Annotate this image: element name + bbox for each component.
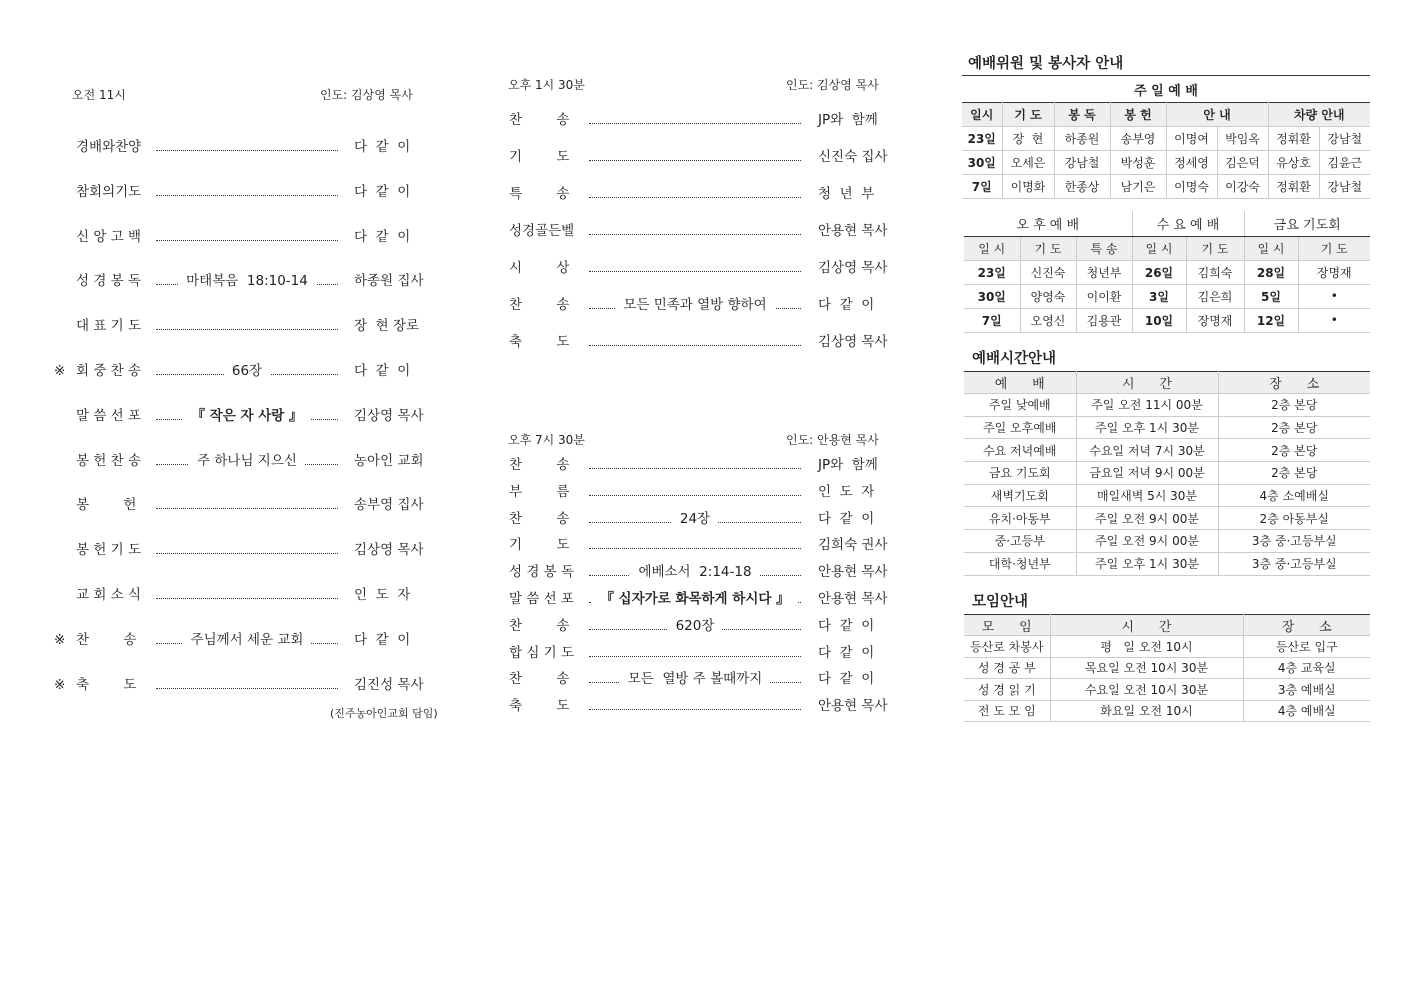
- table-cell: 7일: [962, 175, 1002, 199]
- order-label: 회 중 찬 송: [76, 363, 142, 379]
- order-item: [54, 361, 446, 381]
- order-detail-wrap: [589, 589, 801, 609]
- dot-leader: [589, 656, 801, 657]
- table-cell: 송부영: [1110, 127, 1166, 151]
- order-item: [509, 147, 899, 167]
- schedule-title: 예배시간안내: [972, 351, 1057, 367]
- meetings-table: [964, 614, 1370, 722]
- order-item: [509, 669, 899, 689]
- table-cell: 4층 소예배실: [1218, 484, 1370, 507]
- order-person: 다 같 이: [354, 631, 411, 648]
- table-cell: 예 배: [964, 372, 1076, 394]
- order-person: 김진성 목사: [354, 676, 424, 693]
- order-label: 말 씀 선 포: [509, 591, 575, 607]
- sunday-header-guide: 안 내: [1166, 103, 1268, 127]
- table-cell: 26일: [1132, 260, 1186, 284]
- sunday-header-date: 일시: [962, 103, 1002, 127]
- order-person: 다 같 이: [818, 644, 875, 661]
- order-item: [54, 630, 446, 650]
- order-label: 특 송: [509, 186, 570, 202]
- schedule-body: [964, 394, 1370, 576]
- table-cell: 강남철: [1319, 127, 1370, 151]
- table-cell: 28일: [1244, 260, 1298, 284]
- order-person: 다 같 이: [354, 363, 411, 379]
- table-cell: 주일 낮예배: [964, 394, 1076, 417]
- order-person: JP와 함께: [818, 112, 878, 128]
- order-item: [76, 227, 446, 247]
- meetings-body: [964, 636, 1370, 722]
- sunday-table: [962, 102, 1370, 199]
- table-cell: 장 소: [1243, 615, 1370, 636]
- dot-leader: [589, 709, 801, 710]
- order-detail: 『 십자가로 화목하게 하시다 』: [592, 591, 797, 607]
- order-label: 찬 송: [509, 510, 570, 527]
- order-label: 기 도: [509, 537, 570, 554]
- order-detail-wrap: [589, 562, 801, 582]
- order-detail: 에베소서 2:14-18: [630, 564, 759, 580]
- table-cell: 모 임: [964, 615, 1050, 636]
- table-cell: 23일: [962, 127, 1002, 151]
- order-item: [509, 455, 899, 475]
- table-cell: •: [1298, 284, 1370, 308]
- order-person: 인 도 자: [354, 587, 411, 603]
- order-detail-wrap: [156, 361, 338, 381]
- order-item: [509, 616, 899, 636]
- table-cell: 기 도: [1298, 236, 1370, 260]
- table-cell: 특 송: [1076, 236, 1132, 260]
- table-cell: 신진숙: [1020, 260, 1076, 284]
- table-row: [964, 260, 1370, 284]
- table-cell: 2층 본당: [1218, 416, 1370, 439]
- table-cell: 김용관: [1076, 308, 1132, 332]
- order-detail: 마태복음 18:10-14: [178, 273, 316, 289]
- order-person: 다 같 이: [354, 183, 411, 200]
- table-cell: 이명여: [1166, 127, 1217, 151]
- table-row: [964, 284, 1370, 308]
- asterisk-mark: ※: [54, 631, 66, 648]
- order-item: [76, 271, 446, 291]
- dot-leader: [156, 240, 338, 241]
- order-detail: 모든 민족과 열방 향하여: [615, 297, 774, 313]
- wednesday-worship-title: 수 요 예 배: [1132, 211, 1244, 236]
- table-row: [964, 416, 1370, 439]
- sunday-header-vehicle: 차량 안내: [1268, 103, 1370, 127]
- order-item: [509, 110, 899, 130]
- order-item: [76, 182, 446, 202]
- order-item: [509, 535, 899, 555]
- sunday-header-reading: 봉 독: [1054, 103, 1110, 127]
- order-person: 김상영 목사: [818, 334, 888, 350]
- order-label: 신 앙 고 백: [76, 228, 142, 245]
- table-cell: 박성훈: [1110, 151, 1166, 175]
- order-label: 찬 송: [509, 617, 570, 634]
- table-cell: 강남철: [1319, 175, 1370, 199]
- order-detail: 24장: [672, 511, 718, 527]
- meetings-title: 모임안내: [972, 594, 1029, 610]
- order-person: 김상영 목사: [818, 260, 888, 276]
- table-cell: •: [1298, 308, 1370, 332]
- order-person: 김상영 목사: [354, 542, 424, 559]
- order-person: 다 같 이: [818, 297, 875, 313]
- order-item: [54, 675, 446, 695]
- dot-leader: [156, 508, 338, 509]
- order-detail-wrap: [156, 630, 338, 650]
- order-label: 시 상: [509, 260, 570, 276]
- table-cell: 23일: [964, 260, 1020, 284]
- servants-title: 예배위원 및 봉사자 안내: [968, 56, 1124, 72]
- table-cell: 등산로 차봉사: [964, 636, 1050, 658]
- table-cell: 남기은: [1110, 175, 1166, 199]
- table-row: [962, 151, 1370, 175]
- table-cell: 기 도: [1020, 236, 1076, 260]
- table-cell: 김은희: [1186, 284, 1244, 308]
- dot-leader: [156, 329, 338, 330]
- order-label: 성 경 봉 독: [509, 564, 575, 581]
- table-row: [964, 507, 1370, 530]
- order-person: 다 같 이: [818, 671, 875, 688]
- order-item: [76, 495, 446, 515]
- order-label: 찬 송: [509, 112, 570, 128]
- order-person: 하종원 집사: [354, 273, 424, 290]
- order-label: 부 름: [509, 483, 570, 500]
- table-cell: 이명숙: [1166, 175, 1217, 199]
- table-cell: 장 소: [1218, 372, 1370, 394]
- order-label: 합 심 기 도: [509, 644, 575, 661]
- table-cell: 4층 예배실: [1243, 700, 1370, 722]
- afternoon-worship-title: 오 후 예 배: [964, 211, 1132, 236]
- table-row: [964, 679, 1370, 701]
- table-cell: 금요 기도회: [964, 462, 1076, 485]
- dot-leader: [589, 197, 801, 198]
- table-row: [964, 700, 1370, 722]
- dot-leader: [589, 271, 801, 272]
- table-cell: 3층 예배실: [1243, 679, 1370, 701]
- table-cell: 10일: [1132, 308, 1186, 332]
- order-detail-wrap: [156, 271, 338, 291]
- schedule-header-row: [964, 372, 1370, 394]
- order-detail-wrap: [589, 509, 801, 529]
- order-item: [509, 482, 899, 502]
- dot-leader: [156, 553, 338, 554]
- order-item: [509, 295, 899, 315]
- order-person: 김상영 목사: [354, 407, 424, 424]
- table-cell: 전 도 모 임: [964, 700, 1050, 722]
- group-table: [964, 211, 1370, 333]
- sunday-header-prayer: 기 도: [1002, 103, 1054, 127]
- table-cell: 2층 아동부실: [1218, 507, 1370, 530]
- table-row: [964, 657, 1370, 679]
- table-cell: 수요 저녁예배: [964, 439, 1076, 462]
- order-person: 다 같 이: [354, 228, 411, 245]
- table-cell: 매일새벽 5시 30분: [1076, 484, 1218, 507]
- morning-note: (진주농아인교회 담임): [330, 707, 438, 720]
- table-cell: 3일: [1132, 284, 1186, 308]
- table-cell: 4층 교육실: [1243, 657, 1370, 679]
- table-cell: 금요일 저녁 9시 00분: [1076, 462, 1218, 485]
- order-label: 성경골든벨: [509, 223, 575, 239]
- order-person: 다 같 이: [818, 617, 875, 634]
- order-detail-wrap: [156, 406, 338, 426]
- table-cell: 강남철: [1054, 151, 1110, 175]
- table-cell: 시 간: [1050, 615, 1243, 636]
- table-cell: 주일 오전 9시 00분: [1076, 507, 1218, 530]
- table-cell: 3층 중·고등부실: [1218, 552, 1370, 575]
- order-person: 김희숙 권사: [818, 537, 888, 554]
- table-row: [964, 394, 1370, 417]
- order-label: 경배와찬양: [76, 139, 142, 155]
- table-cell: 성 경 읽 기: [964, 679, 1050, 701]
- order-person: 다 같 이: [354, 139, 411, 155]
- table-cell: 장명재: [1298, 260, 1370, 284]
- table-cell: 수요일 저녁 7시 30분: [1076, 439, 1218, 462]
- table-row: [964, 636, 1370, 658]
- table-cell: 주일 오후예배: [964, 416, 1076, 439]
- table-cell: 정세영: [1166, 151, 1217, 175]
- group-body: [964, 260, 1370, 332]
- table-row: [964, 552, 1370, 575]
- table-cell: 이명화: [1002, 175, 1054, 199]
- order-person: 송부영 집사: [354, 497, 424, 514]
- dot-leader: [156, 150, 338, 151]
- table-row: [962, 175, 1370, 199]
- order-label: 대 표 기 도: [76, 318, 142, 335]
- table-cell: 중·고등부: [964, 530, 1076, 553]
- order-item: [76, 540, 446, 560]
- table-cell: 하종원: [1054, 127, 1110, 151]
- order-label: 성 경 봉 독: [76, 273, 142, 290]
- order-label: 봉 헌 기 도: [76, 542, 142, 559]
- order-label: 축 도: [76, 676, 137, 693]
- dot-leader: [156, 598, 338, 599]
- order-label: 축 도: [509, 698, 570, 715]
- sunday-header-offering: 봉 헌: [1110, 103, 1166, 127]
- table-cell: 화요일 오전 10시: [1050, 700, 1243, 722]
- order-label: 찬 송: [509, 671, 570, 688]
- order-person: 안용현 목사: [818, 698, 888, 715]
- table-cell: 2층 본당: [1218, 462, 1370, 485]
- table-cell: 목요일 오전 10시 30분: [1050, 657, 1243, 679]
- evening-time: 오후 7시 30분: [508, 433, 585, 447]
- table-cell: 12일: [1244, 308, 1298, 332]
- dot-leader: [589, 123, 801, 124]
- order-detail-wrap: [156, 451, 338, 471]
- afternoon-time: 오후 1시 30분: [508, 78, 585, 92]
- order-item: [509, 562, 899, 582]
- table-cell: 주일 오전 9시 00분: [1076, 530, 1218, 553]
- table-cell: 양영숙: [1020, 284, 1076, 308]
- table-cell: 오세은: [1002, 151, 1054, 175]
- order-detail-wrap: [589, 669, 801, 689]
- table-row: [964, 484, 1370, 507]
- table-row: [962, 127, 1370, 151]
- table-cell: 등산로 입구: [1243, 636, 1370, 658]
- asterisk-mark: ※: [54, 363, 66, 379]
- table-cell: 이강숙: [1217, 175, 1268, 199]
- table-cell: 정휘환: [1268, 175, 1319, 199]
- table-cell: 장 현: [1002, 127, 1054, 151]
- group-title-row: [964, 211, 1370, 236]
- table-cell: 일 시: [1244, 236, 1298, 260]
- dot-leader: [589, 548, 801, 549]
- table-cell: 장명재: [1186, 308, 1244, 332]
- order-label: 말 씀 선 포: [76, 407, 142, 424]
- table-cell: 2층 본당: [1218, 394, 1370, 417]
- order-person: 청 년 부: [818, 186, 875, 202]
- table-cell: 김은덕: [1217, 151, 1268, 175]
- dot-leader: [589, 160, 801, 161]
- order-item: [509, 184, 899, 204]
- dot-leader: [589, 468, 801, 469]
- table-cell: 박임옥: [1217, 127, 1268, 151]
- order-person: 인 도 자: [818, 483, 875, 500]
- order-detail: 모든 열방 주 볼때까지: [620, 671, 771, 687]
- order-item: [509, 589, 899, 609]
- evening-leader: 인도: 안용현 목사: [786, 433, 879, 447]
- friday-prayer-title: 금요 기도회: [1244, 211, 1370, 236]
- order-label: 봉 헌: [76, 497, 137, 514]
- table-cell: 김윤근: [1319, 151, 1370, 175]
- order-person: 안용현 목사: [818, 564, 888, 581]
- table-cell: 주일 오전 11시 00분: [1076, 394, 1218, 417]
- table-cell: 한종상: [1054, 175, 1110, 199]
- order-person: 장 현 장로: [354, 318, 420, 335]
- table-cell: 평 일 오전 10시: [1050, 636, 1243, 658]
- order-person: 안용현 목사: [818, 591, 888, 607]
- order-label: 찬 송: [509, 457, 570, 473]
- table-cell: 30일: [962, 151, 1002, 175]
- order-item: [76, 137, 446, 157]
- table-cell: 3층 중·고등부실: [1218, 530, 1370, 553]
- table-row: [964, 308, 1370, 332]
- table-row: [964, 462, 1370, 485]
- order-detail-wrap: [589, 616, 801, 636]
- order-label: 찬 송: [76, 631, 137, 648]
- servants-divider: [962, 75, 1370, 76]
- order-detail: 620장: [668, 618, 723, 634]
- table-cell: 주일 오후 1시 30분: [1076, 416, 1218, 439]
- order-label: 참회의기도: [76, 183, 142, 200]
- table-cell: 시 간: [1076, 372, 1218, 394]
- order-person: 신진숙 집사: [818, 149, 888, 165]
- order-item: [76, 406, 446, 426]
- sunday-title: 주 일 예 배: [1134, 84, 1198, 99]
- order-label: 기 도: [509, 149, 570, 165]
- order-detail: 주님께서 세운 교회: [183, 632, 312, 648]
- order-item: [509, 696, 899, 716]
- order-person: 다 같 이: [818, 510, 875, 527]
- table-cell: 일 시: [964, 236, 1020, 260]
- afternoon-leader: 인도: 김상영 목사: [786, 78, 879, 92]
- table-cell: 5일: [1244, 284, 1298, 308]
- table-cell: 유상호: [1268, 151, 1319, 175]
- table-cell: 기 도: [1186, 236, 1244, 260]
- table-row: [964, 439, 1370, 462]
- order-item: [76, 451, 446, 471]
- dot-leader: [156, 688, 338, 689]
- order-detail: 주 하나님 지으신: [189, 453, 305, 469]
- order-label: 봉 헌 찬 송: [76, 452, 142, 469]
- table-cell: 유치·아동부: [964, 507, 1076, 530]
- order-label: 교 회 소 식: [76, 587, 142, 603]
- group-header-row: [964, 236, 1370, 260]
- order-item: [509, 643, 899, 663]
- dot-leader: [589, 495, 801, 496]
- table-cell: 수요일 오전 10시 30분: [1050, 679, 1243, 701]
- table-cell: 정휘환: [1268, 127, 1319, 151]
- sunday-body: [962, 127, 1370, 199]
- order-detail-wrap: [589, 295, 801, 315]
- order-detail: 66장: [224, 363, 270, 379]
- order-item: [76, 585, 446, 605]
- order-label: 찬 송: [509, 297, 570, 313]
- sunday-header-row: [962, 103, 1370, 127]
- order-item: [509, 258, 899, 278]
- table-cell: 주일 오후 1시 30분: [1076, 552, 1218, 575]
- table-cell: 새벽기도회: [964, 484, 1076, 507]
- schedule-table: [964, 371, 1370, 576]
- meetings-header-row: [964, 615, 1370, 636]
- order-item: [509, 221, 899, 241]
- asterisk-mark: ※: [54, 676, 66, 693]
- dot-leader: [589, 234, 801, 235]
- dot-leader: [589, 345, 801, 346]
- table-cell: 이이환: [1076, 284, 1132, 308]
- table-cell: 2층 본당: [1218, 439, 1370, 462]
- order-person: JP와 함께: [818, 457, 878, 473]
- order-item: [76, 316, 446, 336]
- table-cell: 김희숙: [1186, 260, 1244, 284]
- morning-time: 오전 11시: [72, 88, 126, 102]
- order-label: 축 도: [509, 334, 570, 350]
- morning-leader: 인도: 김상영 목사: [320, 88, 413, 102]
- order-person: 안용현 목사: [818, 223, 888, 239]
- table-cell: 성 경 공 부: [964, 657, 1050, 679]
- order-person: 농아인 교회: [354, 452, 424, 469]
- dot-leader: [156, 195, 338, 196]
- table-row: [964, 530, 1370, 553]
- table-cell: 30일: [964, 284, 1020, 308]
- table-cell: 오영신: [1020, 308, 1076, 332]
- order-detail: 『 작은 자 사랑 』: [183, 408, 310, 424]
- order-item: [509, 509, 899, 529]
- table-cell: 7일: [964, 308, 1020, 332]
- table-cell: 대학·청년부: [964, 552, 1076, 575]
- table-cell: 청년부: [1076, 260, 1132, 284]
- order-item: [509, 332, 899, 352]
- table-cell: 일 시: [1132, 236, 1186, 260]
